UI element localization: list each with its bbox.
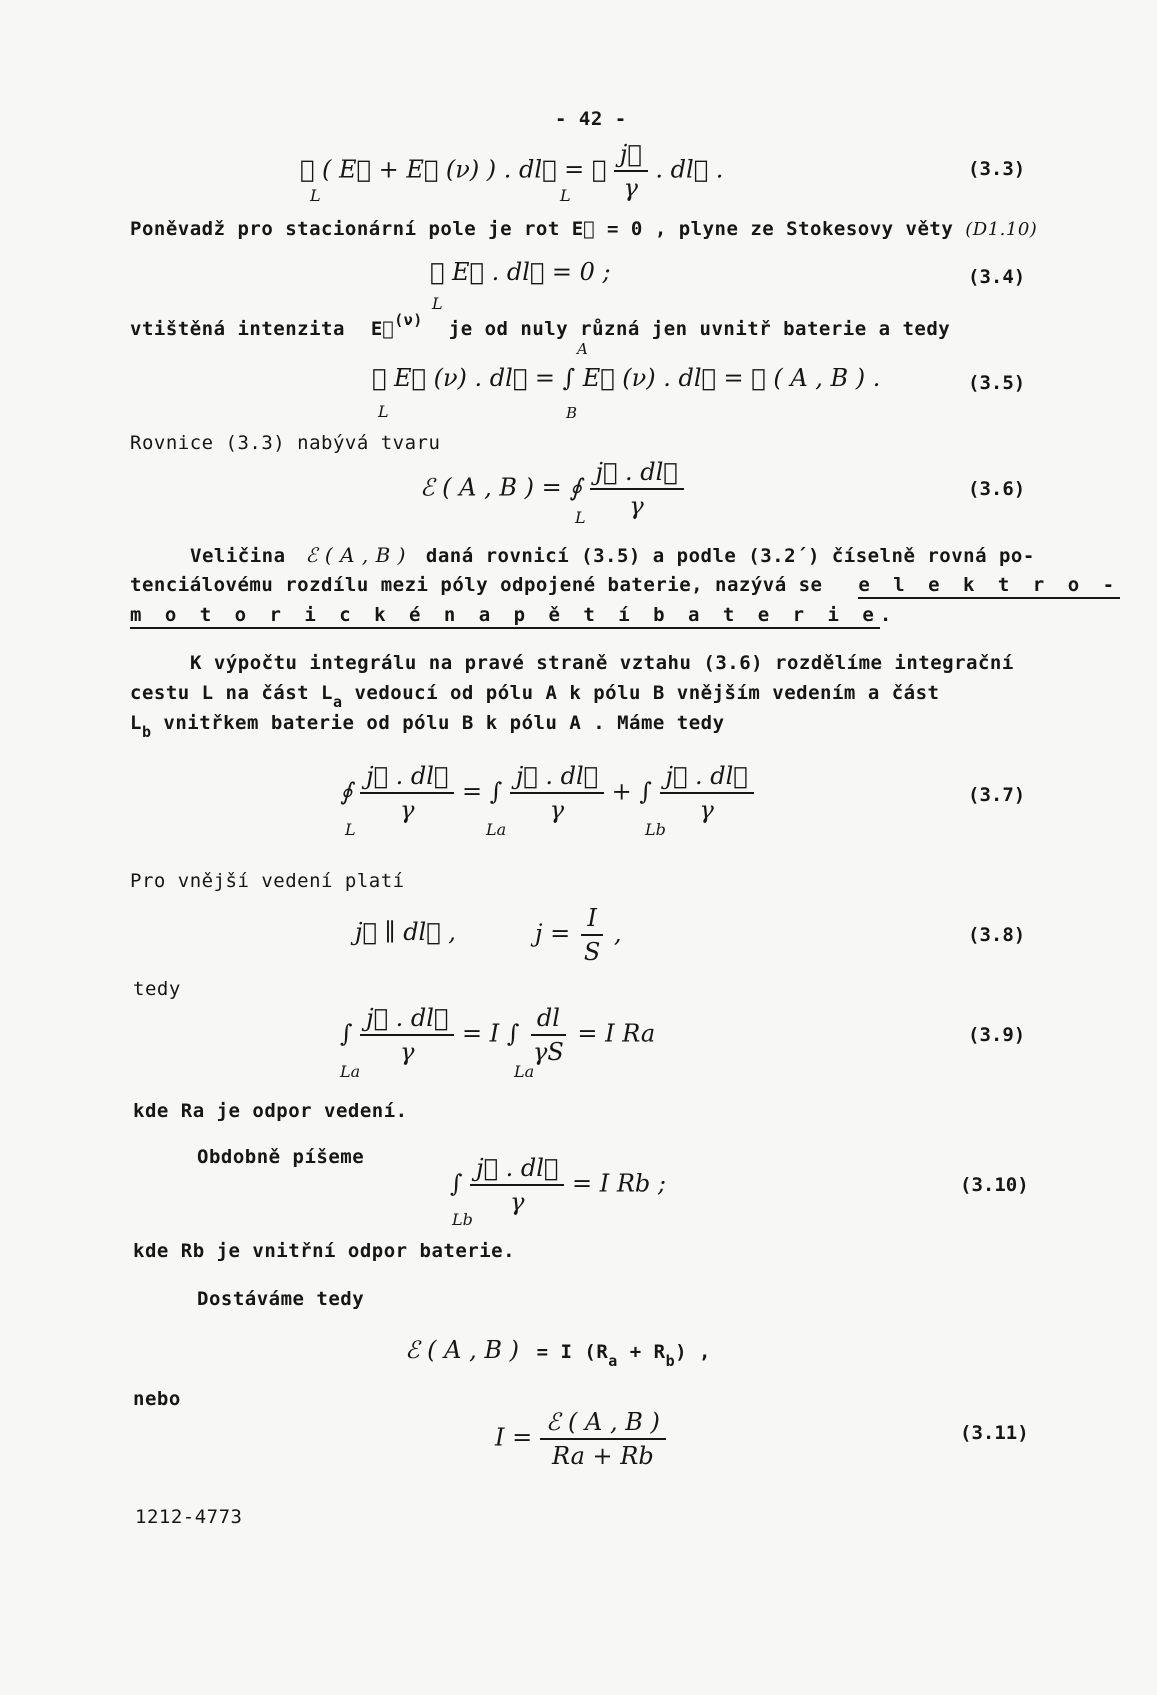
- equation-3-3-lhs: ∮ ( E⃗ + E⃗ (ν) ) . dl⃗ = ∮: [300, 155, 607, 184]
- equation-3-11-fraction: [540, 1408, 666, 1470]
- emf-symbol: ℰ ( A , B ): [305, 543, 406, 567]
- equation-3-7-limit-1: L: [345, 820, 356, 839]
- equation-3-9-denominator-2: γS: [532, 1038, 564, 1066]
- equation-3-6-numerator: j⃗ . dl⃗: [590, 458, 684, 490]
- equation-3-7-denominator-1: γ: [400, 796, 415, 824]
- equation-3-5-upper-limit: A: [577, 340, 588, 358]
- equation-3-8-tail: ,: [613, 919, 622, 948]
- equation-3-7-fraction-2: [510, 762, 604, 824]
- equation-3-5-limit-l: L: [378, 402, 389, 421]
- paragraph-stokes-text: Poněvadž pro stacionární pole je rot E⃗ = 0 , plyne ze Stokesovy věty: [130, 218, 954, 240]
- equation-3-6: [420, 458, 684, 520]
- equation-3-5-number: (3.5): [968, 372, 1026, 394]
- paragraph-impressed-intensity-b: je od nuly různá jen uvnitř baterie a tedy: [448, 318, 951, 340]
- paragraph-similarly: Obdobně píšeme: [197, 1146, 365, 1168]
- paragraph-emf-line-1: [190, 544, 1035, 567]
- equation-3-8-numerator: I: [581, 904, 602, 936]
- equation-3-9-limit-1: La: [340, 1062, 361, 1081]
- paragraph-integration-path-line-3: [130, 712, 725, 741]
- equation-3-7-denominator-3: γ: [699, 796, 714, 824]
- paragraph-emf-line-1-b: daná rovnicí (3.5) a podle (3.2´) číselně rovná po-: [425, 545, 1035, 567]
- paragraph-integration-path-line-1: K výpočtu integrálu na pravé straně vztahu (3.6) rozdělíme integrační: [190, 652, 1014, 674]
- equation-3-6-denominator: γ: [629, 492, 644, 520]
- equation-3-9-int: ∫: [340, 1019, 353, 1048]
- equation-3-9-number: (3.9): [968, 1024, 1026, 1046]
- equation-emf-ohm-tail: ) ,: [675, 1341, 711, 1363]
- equation-emf-ohm-lhs: ℰ ( A , B ): [405, 1336, 519, 1364]
- equation-3-11-denominator: Ra + Rb: [551, 1442, 654, 1470]
- equation-3-7-fraction-1: [360, 762, 454, 824]
- path-line-3-sub: b: [141, 723, 152, 741]
- equation-3-3: [300, 140, 723, 202]
- equation-3-9-denominator-1: γ: [400, 1038, 415, 1066]
- equation-3-9-rhs: = I Ra: [577, 1019, 656, 1048]
- paragraph-equation-form: Rovnice (3.3) nabývá tvaru: [130, 432, 441, 454]
- equation-3-3-tail: . dl⃗ .: [655, 155, 724, 184]
- equation-3-10-number: (3.10): [960, 1174, 1029, 1196]
- equation-3-6-lhs: ℰ ( A , B ) = ∮: [420, 473, 582, 502]
- equation-3-3-limit-1: L: [310, 186, 321, 205]
- emf-term-part-2: m o t o r i c k é n a p ě t í b a t e r i e: [130, 604, 880, 629]
- equation-3-7-numerator-3: j⃗ . dl⃗: [660, 762, 754, 794]
- footer-code: 1212-4773: [135, 1506, 243, 1528]
- reference-d1-10: (D1.10): [965, 219, 1038, 240]
- equation-3-7-limit-3: Lb: [645, 820, 666, 839]
- equation-3-10-limit: Lb: [452, 1210, 473, 1229]
- page-number: - 42 -: [555, 108, 627, 130]
- equation-3-7-numerator-1: j⃗ . dl⃗: [360, 762, 454, 794]
- equation-3-10-denominator: γ: [510, 1188, 525, 1216]
- equation-3-3-number: (3.3): [968, 158, 1026, 180]
- equation-3-9: [340, 1004, 655, 1066]
- equation-3-10: [450, 1154, 666, 1216]
- paragraph-impressed-intensity-a: vtištěná intenzita: [130, 318, 345, 340]
- equation-3-7-number: (3.7): [968, 784, 1026, 806]
- equation-3-6-limit: L: [575, 508, 586, 527]
- paragraph-emf-line-2: [130, 574, 1120, 596]
- equation-emf-ohm-rhs-a: = I (R: [536, 1341, 609, 1363]
- paragraph-line-resistance: kde Ra je odpor vedení.: [133, 1100, 408, 1122]
- equation-emf-ohm-plus: + R: [617, 1341, 666, 1363]
- paragraph-impressed-intensity: [130, 311, 951, 341]
- paragraph-emf-line-1-a: Veličina: [190, 545, 286, 567]
- equation-3-7-limit-2: La: [486, 820, 507, 839]
- paragraph-we-get: Dostáváme tedy: [197, 1288, 365, 1310]
- equation-3-5: ∮ E⃗ (ν) . dl⃗ = ∫ E⃗ (ν) . dl⃗ = ℰ ( A , B ) .: [372, 364, 881, 392]
- equation-emf-ohm-rhs: [536, 1341, 711, 1370]
- equation-3-9-fraction-1: [360, 1004, 454, 1066]
- equation-3-8-lhs: j =: [535, 919, 571, 948]
- equation-3-6-number: (3.6): [968, 478, 1026, 500]
- equation-3-9-fraction-2: [527, 1004, 570, 1066]
- emf-term-part-1: e l e k t r o -: [858, 574, 1120, 599]
- equation-3-10-int: ∫: [450, 1169, 463, 1198]
- paragraph-stokes: [130, 218, 1037, 241]
- word-nebo: nebo: [133, 1388, 181, 1410]
- path-line-2-a: cestu L na část L: [130, 682, 333, 704]
- equation-3-11-numerator: ℰ ( A , B ): [540, 1408, 666, 1440]
- equation-3-7-fraction-3: [660, 762, 754, 824]
- equation-3-4-number: (3.4): [968, 266, 1026, 288]
- path-line-2-sub: a: [332, 693, 343, 711]
- equation-emf-ohm-sub-b: b: [665, 1352, 676, 1370]
- word-tedy: tedy: [133, 978, 181, 1000]
- equation-3-7-plus: + ∫: [611, 777, 660, 806]
- equation-3-3-fraction: [614, 140, 648, 202]
- equation-3-3-limit-2: L: [560, 186, 571, 205]
- equation-3-11-lhs: I =: [495, 1423, 533, 1452]
- equation-3-10-fraction: [470, 1154, 564, 1216]
- path-line-3-b: vnitřkem baterie od pólu B k pólu A . Máme tedy: [151, 712, 725, 734]
- equation-3-7-oint: ∮: [340, 777, 353, 806]
- paragraph-integration-path-line-2: [130, 682, 940, 711]
- path-line-2-b: vedoucí od pólu A k pólu B vnějším vedením a část: [342, 682, 940, 704]
- equation-3-8-number: (3.8): [968, 924, 1026, 946]
- equation-3-7: [340, 762, 754, 824]
- equation-3-10-numerator: j⃗ . dl⃗: [470, 1154, 564, 1186]
- equation-3-3-numerator: j⃗: [614, 140, 648, 172]
- equation-3-9-numerator-1: j⃗ . dl⃗: [360, 1004, 454, 1036]
- paragraph-internal-resistance: kde Rb je vnitřní odpor baterie.: [133, 1240, 516, 1262]
- equation-3-8-denominator: S: [583, 938, 601, 966]
- equation-3-6-fraction: [590, 458, 684, 520]
- equation-3-8-part-2: [535, 904, 622, 966]
- paragraph-emf-line-3: [130, 604, 892, 626]
- equation-emf-ohm: [405, 1336, 711, 1370]
- equation-3-11-number: (3.11): [960, 1422, 1029, 1444]
- equation-3-8-fraction: [578, 904, 606, 966]
- equation-3-7-denominator-2: γ: [549, 796, 565, 824]
- equation-3-4: ∮ E⃗ . dl⃗ = 0 ;: [430, 258, 611, 286]
- equation-3-10-rhs: = I Rb ;: [571, 1169, 666, 1198]
- equation-3-7-numerator-2: j⃗ . dl⃗: [510, 762, 604, 794]
- paragraph-external-conductor: Pro vnější vedení platí: [130, 870, 405, 892]
- equation-3-4-limit: L: [432, 294, 443, 313]
- equation-3-11: [495, 1408, 666, 1470]
- equation-3-7-eq: = ∫: [461, 777, 510, 806]
- emf-term-end: .: [879, 604, 892, 626]
- equation-emf-ohm-sub-a: a: [608, 1352, 618, 1370]
- path-line-3-a: L: [130, 712, 142, 734]
- equation-3-9-limit-2: La: [514, 1062, 535, 1081]
- paragraph-emf-line-2-a: tenciálovému rozdílu mezi póly odpojené baterie, nazývá se: [130, 574, 823, 596]
- impressed-field-symbol: E⃗: [370, 318, 395, 340]
- equation-3-8-part-1: j⃗ ∥ dl⃗ ,: [355, 918, 456, 946]
- equation-3-9-mid: = I ∫: [461, 1019, 520, 1048]
- equation-3-3-denominator: γ: [623, 174, 639, 202]
- impressed-field-sup: (ν): [394, 311, 423, 329]
- equation-3-5-lower-limit: B: [566, 404, 578, 422]
- equation-3-9-numerator-2: dl: [531, 1004, 566, 1036]
